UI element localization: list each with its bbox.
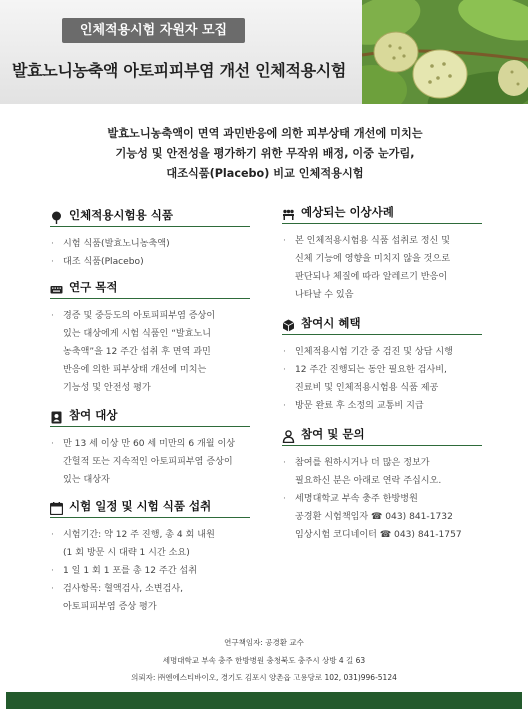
list-item: · 대조 식품(Placebo) — [51, 257, 144, 267]
list-item: · 검사항목: 혈액검사, 소변검사, 아토피피부염 증상 평가 — [51, 584, 184, 612]
intro-line-1: 발효노니농축액이 면역 과민반응에 의한 피부상태 개선에 미치는 — [107, 127, 423, 140]
section-purpose-title: 연구 목적 — [69, 280, 118, 294]
section-benefits-header — [282, 313, 482, 333]
section-adverse-title: 예상되는 이상사례 — [301, 205, 394, 219]
section-target-header — [50, 405, 250, 425]
contact-book-icon — [50, 409, 63, 422]
section-benefits — [282, 313, 482, 415]
page-title: 발효노니농축액 아토피피부염 개선 인체적용시험 — [12, 61, 347, 80]
list-item: · 경증 및 중등도의 아토피피부염 증상이 있는 대상에게 시험 식품인 “발효노니 농축액”을 12 주간 섭취 후 면역 과민 반응에 의한 피부상태 개선에 미치는 기능성 및 안전성 평가 — [51, 311, 216, 393]
list-item: · 인체적용시험 기간 중 검진 및 상담 시행 — [283, 347, 453, 357]
intro-line-2: 기능성 및 안전성을 평가하기 위한 무작위 배정, 이중 눈가림, — [115, 147, 415, 160]
tree-icon — [50, 209, 63, 222]
footer-hospital-address: 세명대학교 부속 충주 한방병원 충청북도 충주시 상방 4 길 63 — [162, 656, 366, 665]
section-purpose — [50, 277, 250, 397]
keyboard-icon — [50, 281, 63, 294]
noni-fruit-photo — [362, 0, 528, 104]
section-schedule — [50, 496, 250, 616]
person-icon — [282, 428, 295, 441]
section-divider — [50, 517, 250, 518]
list-item: · 시험기간: 약 12 주 진행, 총 4 회 내원 (1 회 방문 시 대략 1 시간 소요) — [51, 530, 215, 558]
section-purpose-header — [50, 277, 250, 297]
cube-icon — [282, 317, 295, 330]
recruitment-badge: 인체적용시험 자원자 모집 — [62, 18, 245, 43]
section-divider — [282, 223, 482, 224]
list-item: · 12 주간 진행되는 동안 필요한 검사비, 진료비 및 인체적용시험용 식품 제공 — [283, 365, 447, 393]
section-adverse-header — [282, 202, 482, 222]
section-contact-header — [282, 424, 482, 444]
section-target — [50, 405, 250, 489]
section-divider — [50, 298, 250, 299]
section-target-title: 참여 대상 — [69, 408, 118, 422]
section-contact — [282, 424, 482, 544]
study-description — [60, 124, 470, 184]
list-item: · 세명대학교 부속 충주 한방병원 공경환 시험책임자 ☎ 043) 841-1732 임상시험 코디네이터 ☎ 043) 841-1757 — [283, 494, 462, 540]
header-banner — [0, 0, 528, 104]
section-benefits-title: 참여시 혜택 — [301, 316, 361, 330]
footer-bar — [6, 692, 522, 709]
list-item: · 1 일 1 회 1 포를 총 12 주간 섭취 — [51, 566, 198, 576]
list-item: · 참여를 원하시거나 더 많은 정보가 필요하신 분은 아래로 연락 주십시오. — [283, 458, 442, 486]
calendar-icon — [50, 500, 63, 513]
section-schedule-title: 시험 일정 및 시험 식품 섭취 — [69, 499, 212, 513]
section-food-header — [50, 205, 250, 225]
list-item: · 본 인체적용시험용 식품 섭취로 정신 및 신체 기능에 영향을 미치지 않을 것으로 판단되나 체질에 따라 알레르기 반응이 나타날 수 있음 — [283, 236, 451, 300]
section-schedule-header — [50, 496, 250, 516]
section-divider — [50, 226, 250, 227]
intro-line-3: 대조식품(Placebo) 비교 인체적용시험 — [166, 167, 364, 180]
section-divider — [282, 334, 482, 335]
section-adverse — [282, 202, 482, 304]
section-food — [50, 205, 250, 271]
list-item: · 방문 완료 후 소정의 교통비 지급 — [283, 401, 424, 411]
list-item: · 시험 식품(발효노니농축액) — [51, 239, 170, 249]
footer-sponsor: 의뢰자: ㈜엔에스티바이오, 경기도 김포시 양촌읍 고용당로 102, 031)996-5124 — [131, 673, 397, 682]
section-contact-title: 참여 및 문의 — [301, 427, 365, 441]
section-divider — [50, 426, 250, 427]
group-icon — [282, 206, 295, 219]
list-item: · 만 13 세 이상 만 60 세 미만의 6 개월 이상 간헐적 또는 지속적인 아토피피부염 증상이 있는 대상자 — [51, 439, 236, 485]
section-divider — [282, 445, 482, 446]
section-food-title: 인체적용시험용 식품 — [69, 208, 173, 222]
footer-researcher: 연구책임자: 공경환 교수 — [224, 638, 304, 647]
